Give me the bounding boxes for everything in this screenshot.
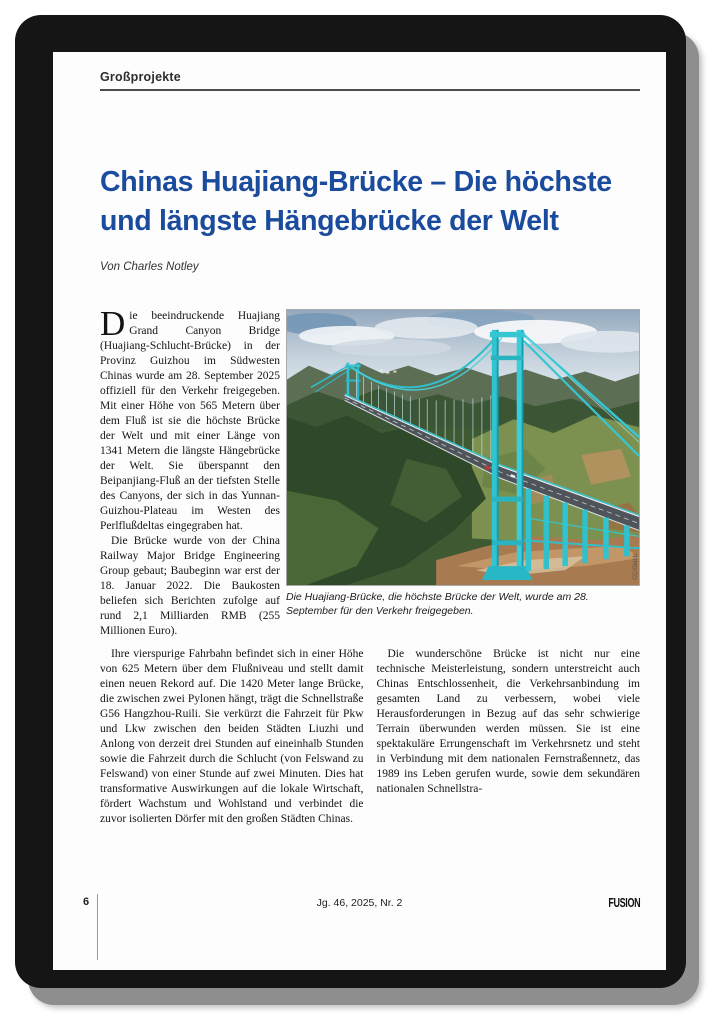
kicker-rule bbox=[100, 89, 640, 91]
intro-column bbox=[100, 304, 280, 639]
bridge-photo bbox=[286, 309, 640, 586]
footer-magazine-logo: FUSION bbox=[608, 896, 640, 910]
device-frame bbox=[15, 15, 686, 988]
bridge-photo-illustration bbox=[287, 310, 639, 585]
paragraph-body-2: Die wunderschöne Brücke ist nicht nur eine technische Meisterleistung, sondern unterstreicht auch Chinas Entschlossenheit, die Verkehrsanbindung im gesamten Land zu verbessern, wobei viele Herausforderungen in Bezug auf das sehr schwierige Terrain überwunden werden müssen. Sie ist eine spektakuläre Errungenschaft im Verkehrsnetz und steht in Verbindung mit dem nationalen Fernstraßennetz, das 1989 ins Leben gerufen wurde, sowie dem sekundären nationalen Schnellstra- bbox=[376, 648, 640, 795]
footer-issue-info: Jg. 46, 2025, Nr. 2 bbox=[316, 897, 403, 909]
photo-caption: Die Huajiang-Brücke, die höchste Brücke der Welt, wurde am 28. September für den Verkehr freigegeben. bbox=[286, 591, 589, 617]
page-footer bbox=[53, 892, 666, 970]
body-columns bbox=[100, 647, 640, 847]
article-title-line2: und längste Hängebrücke der Welt bbox=[100, 205, 559, 237]
article-title-line1: Chinas Huajiang-Brücke – Die höchste bbox=[100, 166, 612, 198]
bridge-figure bbox=[286, 309, 640, 639]
paragraph-intro-1: Die beeindruckende Huajiang Grand Canyon Bridge (Huajiang-Schlucht-Brücke) in der Provinz Guizhou im Südwesten Chinas wurde am 28. September 2025 offiziell für den Verkehr freigegeben. Mit einer Höhe von 565 Metern über dem Fluß ist sie die höchste Brücke der Welt und mit einer Länge von 1341 Metern die längste Hängebrücke der Welt. Sie überspannt den Beipanjiang-Fluß an der tiefsten Stelle des Canyons, der sich in das Yunnan-Guizhou-Plateau im Westen des Perlflußdeltas eingegraben hat. bbox=[100, 304, 280, 532]
footer-page-number: 6 bbox=[83, 896, 90, 908]
photo-credit: CC/Glabb bbox=[633, 553, 639, 581]
article-body bbox=[100, 304, 640, 847]
paragraph-body-1: Ihre vierspurige Fahrbahn befindet sich in einer Höhe von 625 Metern über dem Flußniveau und stellt damit einen neuen Rekord auf. Die 1420 Meter lange Brücke, die zwischen zwei Pylonen hängt, trägt die Schnellstraße G56 Hangzhou-Ruili. Sie verkürzt die Fahrzeit für Pkw und Lkw zwischen den beiden Städten Liuzhi und Anlong von derzeit drei Stunden auf eineinhalb Stunden sowie die Fahrzeit durch die Schlucht (von Felswand zu Felswand) von einer Stunde auf zwei Minuten. Dies hat transformative Auswirkungen auf die lokale Wirtschaft, fördert Wachstum und Wohlstand und verbindet die zuvor isolierten Dörfer mit den großen Städten Chinas. bbox=[100, 648, 364, 825]
byline: Von Charles Notley bbox=[100, 261, 199, 273]
section-kicker: Großprojekte bbox=[100, 70, 181, 84]
magazine-page bbox=[53, 52, 666, 970]
paragraph-intro-2: Die Brücke wurde von der China Railway Major Bridge Engineering Group gebaut; Baubeginn war erst der 18. Januar 2022. Die Baukosten beliefen sich Berichten zufolge auf rund 2,1 Milliarden RMB (255 Millionen Euro). bbox=[100, 535, 280, 637]
article-title bbox=[100, 163, 640, 241]
